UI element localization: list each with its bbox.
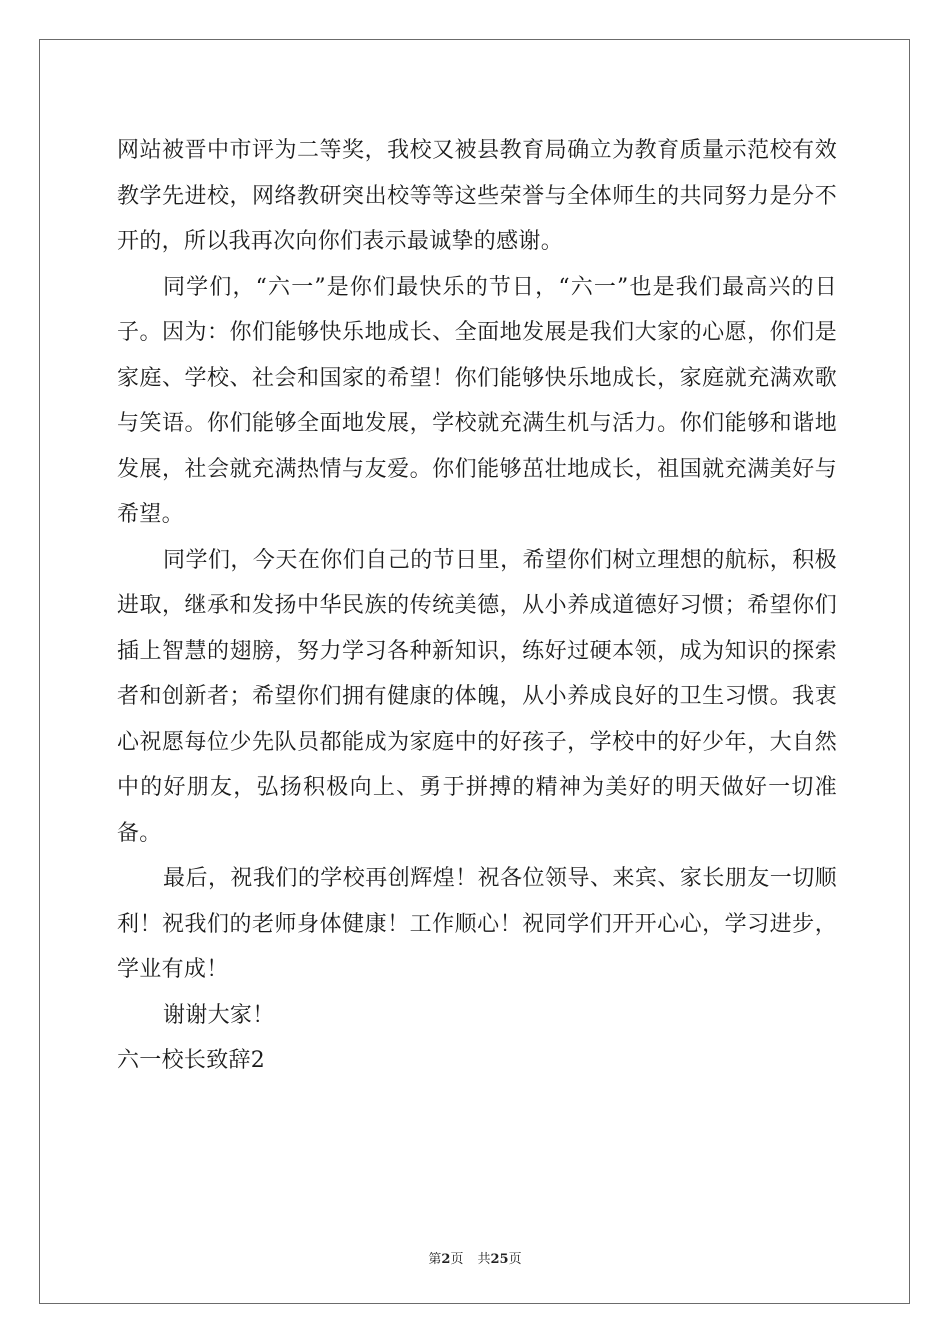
section-heading: 六一校长致辞2 (117, 1048, 266, 1073)
page-suffix: 页 (450, 1252, 464, 1267)
paragraph-3: 同学们，今天在你们自己的节日里，希望你们树立理想的航标，积极进取，继承和发扬中华民族的传统美德，从小养成道德好习惯；希望你们插上智慧的翅膀，努力学习各种新知识，练好过硬本领，成为知识的探索者和创新者；希望你们拥有健康的体魄，从小养成良好的卫生习惯。我衷心祝愿每位少先队员都能成为家庭中的好孩子，学校中的好少年，大自然中的好朋友，弘扬积极向上、勇于拼搏的精神为美好的明天做好一切准备。 (117, 547, 837, 846)
page-number: 2 (441, 1252, 451, 1267)
total-pages: 25 (490, 1252, 509, 1267)
paragraph-1: 网站被晋中市评为二等奖，我校又被县教育局确立为教育质量示范校有效教学先进校，网络教研突出校等等这些荣誉与全体师生的共同努力是分不开的，所以我再次向你们表示最诚挚的感谢。 (117, 138, 837, 254)
paragraph-5: 谢谢大家！ (163, 1002, 275, 1028)
document-body (117, 128, 837, 1084)
total-suffix: 页 (508, 1252, 522, 1267)
page-prefix: 第 (428, 1252, 442, 1267)
total-prefix: 共 (477, 1252, 491, 1267)
page-footer (0, 1248, 950, 1267)
paragraph-2: 同学们，“六一”是你们最快乐的节日，“六一”也是我们最高兴的日子。因为：你们能够快乐地成长、全面地发展是我们大家的心愿，你们是家庭、学校、社会和国家的希望！你们能够快乐地成长，家庭就充满欢歌与笑语。你们能够全面地发展，学校就充满生机与活力。你们能够和谐地发展，社会就充满热情与友爱。你们能够茁壮地成长，祖国就充满美好与希望。 (117, 274, 837, 527)
paragraph-4: 最后，祝我们的学校再创辉煌！祝各位领导、来宾、家长朋友一切顺利！祝我们的老师身体健康！工作顺心！祝同学们开开心心，学习进步，学业有成！ (117, 866, 837, 982)
